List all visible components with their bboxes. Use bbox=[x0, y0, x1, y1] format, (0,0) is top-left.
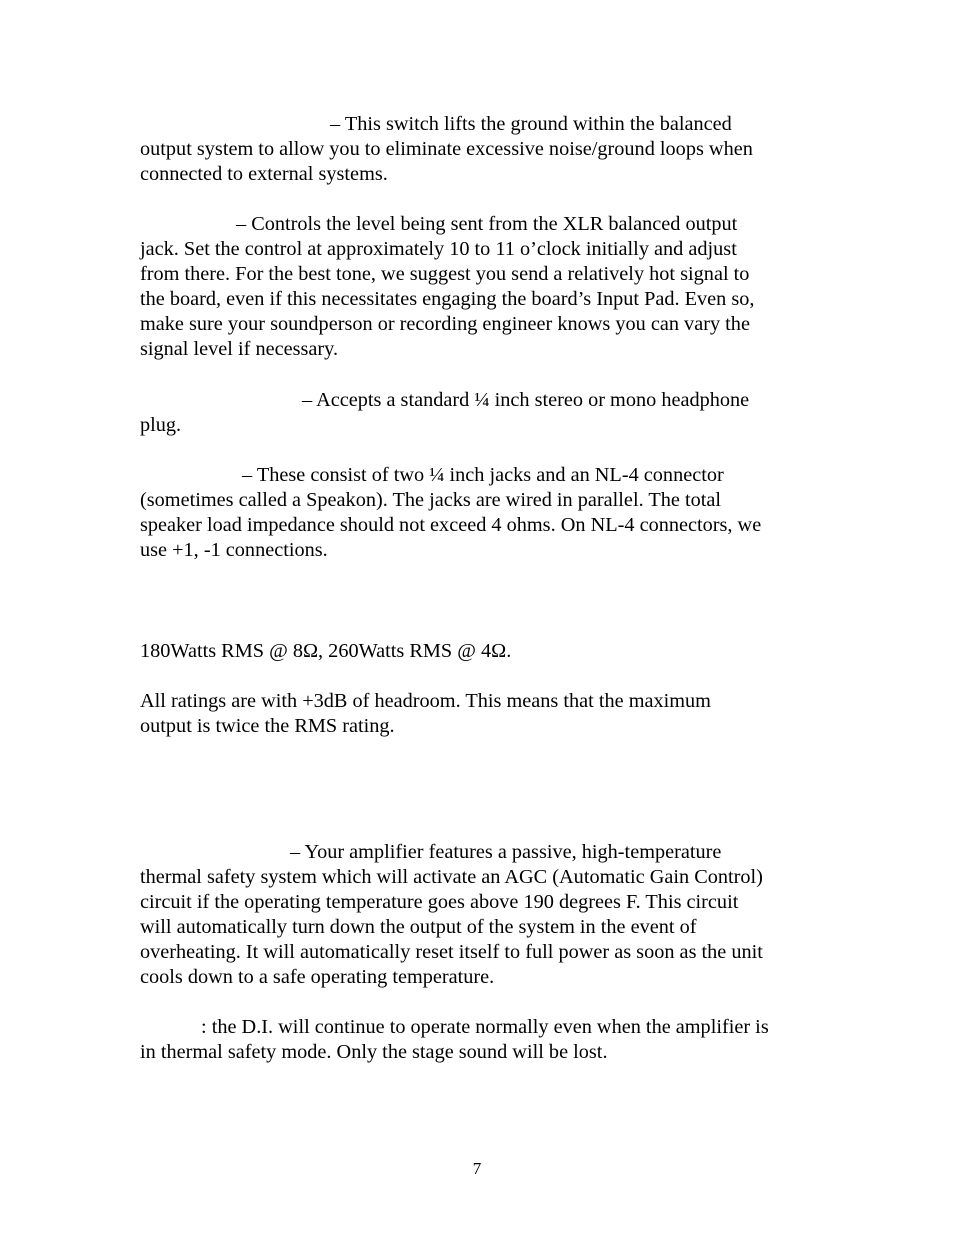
note-paragraph bbox=[140, 1015, 820, 1065]
speaker-outputs-paragraph bbox=[140, 463, 820, 563]
paragraph-line: (sometimes called a Speakon). The jacks are wired in parallel. The total bbox=[140, 489, 721, 511]
paragraph-line: overheating. It will automatically reset itself to full power as soon as the unit bbox=[140, 941, 763, 963]
paragraph-line: thermal safety system which will activate an AGC (Automatic Gain Control) bbox=[140, 866, 763, 888]
paragraph-line: jack. Set the control at approximately 10 to 11 o’clock initially and adjust bbox=[140, 238, 737, 260]
paragraph-line: from there. For the best tone, we suggest you send a relatively hot signal to bbox=[140, 263, 750, 285]
paragraph-line: signal level if necessary. bbox=[140, 338, 339, 360]
paragraph-line: speaker load impedance should not exceed 4 ohms. On NL-4 connectors, we bbox=[140, 514, 762, 536]
paragraph-line: use +1, -1 connections. bbox=[140, 539, 328, 561]
di-level-paragraph bbox=[140, 212, 820, 362]
paragraph-line: output system to allow you to eliminate excessive noise/ground loops when bbox=[140, 138, 753, 160]
paragraph-line: connected to external systems. bbox=[140, 163, 388, 185]
paragraph-line: cools down to a safe operating temperature. bbox=[140, 966, 495, 988]
paragraph-line: plug. bbox=[140, 414, 182, 436]
paragraph-line: the board, even if this necessitates engaging the board’s Input Pad. Even so, bbox=[140, 288, 755, 310]
paragraph-line: – Controls the level being sent from the XLR balanced output bbox=[236, 213, 738, 235]
headphone-jack-paragraph bbox=[140, 388, 820, 438]
paragraph-line: make sure your soundperson or recording engineer knows you can vary the bbox=[140, 313, 750, 335]
paragraph-line: circuit if the operating temperature goes above 190 degrees F. This circuit bbox=[140, 891, 739, 913]
paragraph-line: in thermal safety mode. Only the stage sound will be lost. bbox=[140, 1041, 608, 1063]
headroom-paragraph bbox=[140, 689, 820, 739]
paragraph-line: – Your amplifier features a passive, high-temperature bbox=[290, 841, 722, 863]
paragraph-line: – These consist of two ¼ inch jacks and an NL-4 connector bbox=[242, 464, 724, 486]
paragraph-line: 180Watts RMS @ 8Ω, 260Watts RMS @ 4Ω. bbox=[140, 640, 512, 662]
paragraph-line: – Accepts a standard ¼ inch stereo or mono headphone bbox=[302, 389, 750, 411]
paragraph-line: All ratings are with +3dB of headroom. This means that the maximum bbox=[140, 690, 711, 712]
ground-lift-paragraph bbox=[140, 112, 820, 187]
paragraph-line: will automatically turn down the output of the system in the event of bbox=[140, 916, 697, 938]
thermal-safety-paragraph bbox=[140, 840, 820, 990]
paragraph-line: output is twice the RMS rating. bbox=[140, 715, 395, 737]
page-number: 7 bbox=[472, 1159, 482, 1178]
paragraph-line: : the D.I. will continue to operate normally even when the amplifier is bbox=[201, 1016, 769, 1038]
power-rating-paragraph bbox=[140, 639, 820, 664]
paragraph-line: – This switch lifts the ground within the balanced bbox=[330, 113, 732, 135]
